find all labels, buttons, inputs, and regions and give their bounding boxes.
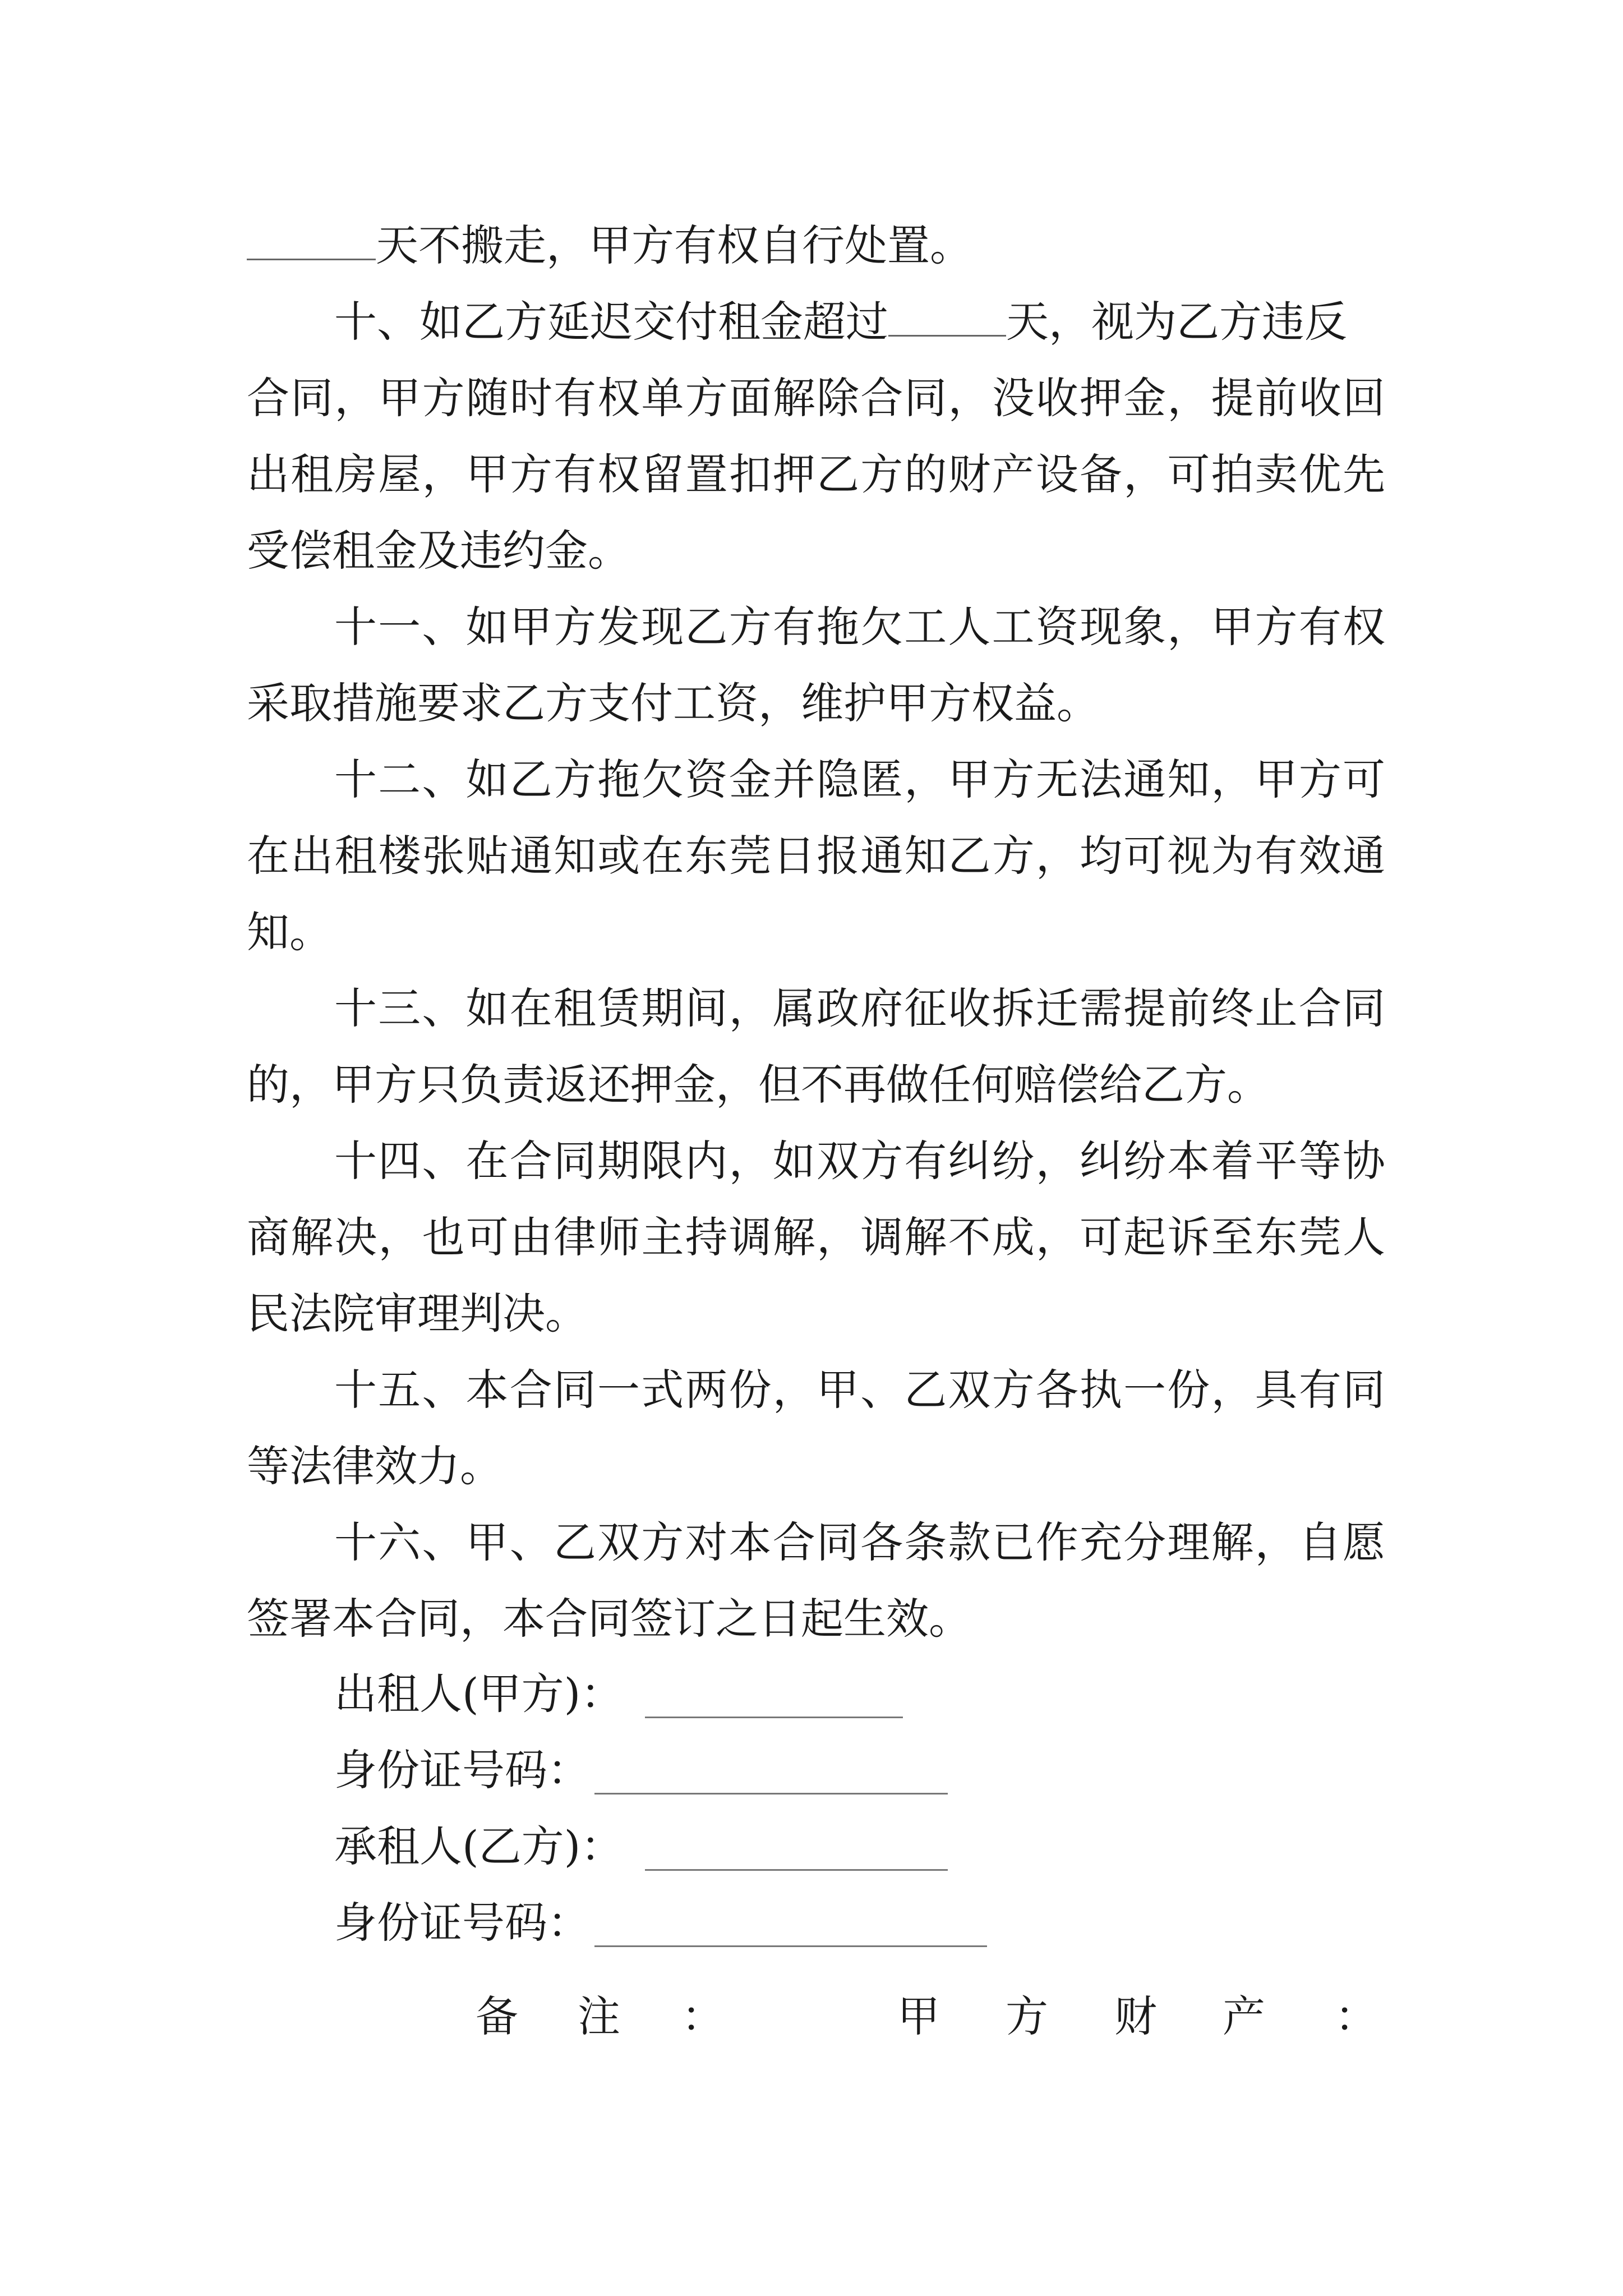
clause-twelve-line-2: 在出租楼张贴通知或在东莞日报通知乙方，均可视为有效通	[247, 831, 1385, 881]
clause-fourteen-line-2: 商解决，也可由律师主持调解，调解不成，可起诉至东莞人	[247, 1212, 1385, 1262]
property-label-char: 财	[1114, 1991, 1157, 2041]
clause-fifteen-line-2: 等法律效力。	[247, 1441, 502, 1491]
clause-text: 十、如乙方延迟交付租金超过	[334, 297, 888, 347]
clause-thirteen-line-1: 十三、如在租赁期间，属政府征收拆迁需提前终止合同	[334, 983, 1385, 1033]
lessor-label: 出租人(甲方)：	[334, 1669, 624, 1719]
lessee-id-field[interactable]	[594, 1945, 987, 1947]
lessee-label: 承租人(乙方)：	[334, 1821, 624, 1871]
clause-fourteen-line-3: 民法院审理判决。	[247, 1289, 588, 1338]
clause-text: 天不搬走，甲方有权自行处置。	[376, 220, 972, 270]
notes-label-char: 备	[476, 1991, 518, 2041]
clause-thirteen-line-2: 的，甲方只负责返还押金，但不再做任何赔偿给乙方。	[247, 1060, 1270, 1110]
lessee-signature-field[interactable]	[645, 1869, 948, 1871]
clause-ten-line-4: 受偿租金及违约金。	[247, 526, 630, 576]
property-label-char: 产	[1223, 1991, 1265, 2041]
clause-sixteen-line-2: 签署本合同，本合同签订之日起生效。	[247, 1594, 971, 1644]
property-label-char: 方	[1006, 1991, 1048, 2041]
notes-label-char: ：	[681, 1991, 724, 2041]
lessee-id-label: 身份证号码：	[334, 1898, 590, 1948]
clause-nine-tail	[247, 208, 1385, 284]
notes-label-char: 注	[578, 1991, 620, 2041]
property-label-char: ：	[1335, 1991, 1377, 2041]
clause-text: 天，视为乙方违反	[1006, 297, 1347, 347]
clause-ten-line-3: 出租房屋，甲方有权留置扣押乙方的财产设备，可拍卖优先	[247, 449, 1385, 499]
clause-ten-line-1	[334, 284, 1385, 360]
property-label-char: 甲	[897, 1991, 940, 2041]
blank-days-field[interactable]	[888, 296, 1006, 337]
blank-days-field[interactable]	[247, 219, 376, 260]
clause-ten-line-2: 合同，甲方随时有权单方面解除合同，没收押金，提前收回	[247, 373, 1385, 423]
clause-sixteen-line-1: 十六、甲、乙双方对本合同各条款已作充分理解，自愿	[334, 1517, 1385, 1567]
clause-fifteen-line-1: 十五、本合同一式两份，甲、乙双方各执一份，具有同	[334, 1365, 1385, 1415]
lessor-id-label: 身份证号码：	[334, 1745, 590, 1795]
clause-fourteen-line-1: 十四、在合同期限内，如双方有纠纷，纠纷本着平等协	[334, 1136, 1385, 1186]
clause-eleven-line-1: 十一、如甲方发现乙方有拖欠工人工资现象，甲方有权	[334, 602, 1385, 652]
lessor-signature-field[interactable]	[645, 1717, 903, 1718]
clause-eleven-line-2: 采取措施要求乙方支付工资，维护甲方权益。	[247, 678, 1099, 728]
lessor-id-field[interactable]	[594, 1793, 948, 1795]
clause-twelve-line-3: 知。	[247, 907, 332, 957]
clause-twelve-line-1: 十二、如乙方拖欠资金并隐匿，甲方无法通知，甲方可	[334, 754, 1385, 804]
